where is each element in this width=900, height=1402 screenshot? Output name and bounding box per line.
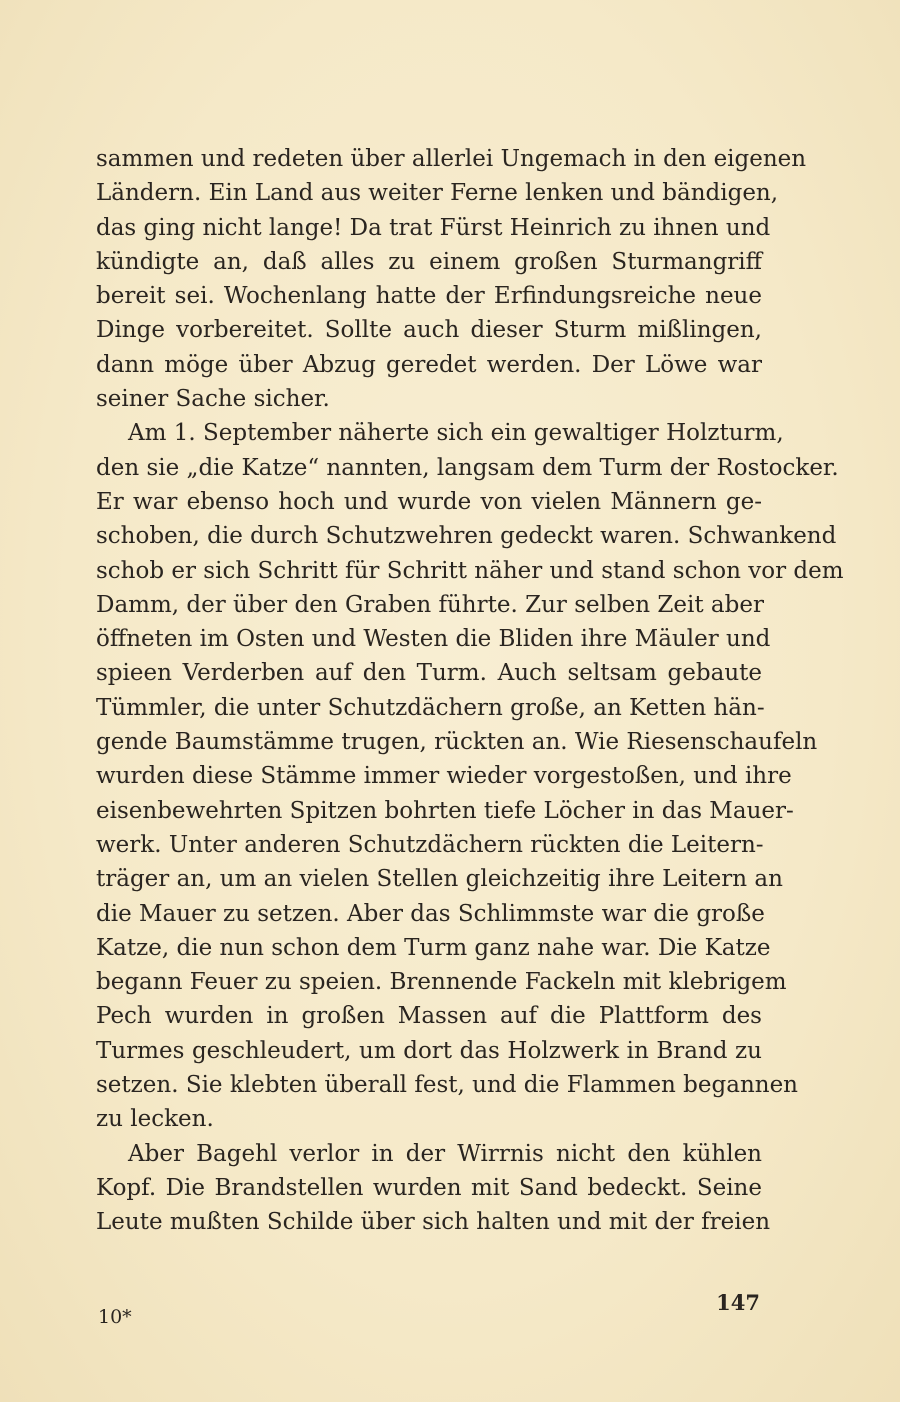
text-line: das ging nicht lange! Da trat Fürst Heinrich zu ihnen und [96,214,771,241]
text-line: Leute mußten Schilde über sich halten und mit der freien [96,1209,771,1236]
text-line: die Mauer zu setzen. Aber das Schlimmste war die große [96,900,765,927]
text-line: zu lecken. [96,1106,214,1133]
text-line: bereit sei. Wochenlang hatte der Erfindungsreiche neue [96,283,762,310]
text-line: spieen Verderben auf den Turm. Auch seltsam gebaute [96,660,762,687]
page-number: 147 [716,1290,760,1315]
text-line: Ländern. Ein Land aus weiter Ferne lenken und bändigen, [96,180,779,207]
text-line: dann möge über Abzug geredet werden. Der Löwe war [96,351,762,378]
text-line: schob er sich Schritt für Schritt näher und stand schon vor dem [96,557,844,584]
text-line: Damm, der über den Graben führte. Zur selben Zeit aber [96,591,764,618]
text-line: Turmes geschleudert, um dort das Holzwerk in Brand zu [96,1037,762,1064]
text-line: wurden diese Stämme immer wieder vorgestoßen, und ihre [96,763,792,790]
text-line: sammen und redeten über allerlei Ungemach in den eigenen [96,146,807,172]
text-line: begann Feuer zu speien. Brennende Fackeln mit klebrigem [96,969,787,996]
text-line: Katze, die nun schon dem Turm ganz nahe war. Die Katze [96,934,771,961]
text-line: öffneten im Osten und Westen die Bliden ihre Mäuler und [96,626,771,653]
text-line: schoben, die durch Schutzwehren gedeckt waren. Schwankend [96,523,837,550]
text-line: setzen. Sie klebten überall fest, und die Flammen begannen [96,1072,798,1099]
text-line: Tümmler, die unter Schutzdächern große, an Ketten hän- [96,694,765,721]
text-line: Kopf. Die Brandstellen wurden mit Sand bedeckt. Seine [96,1174,762,1201]
text-line: gende Baumstämme trugen, rückten an. Wie Riesenschaufeln [96,729,818,756]
text-line: den sie „die Katze“ nannten, langsam dem Turm der Rostocker. [96,454,839,481]
text-line: Er war ebenso hoch und wurde von vielen Männern ge- [96,488,762,515]
text-line: träger an, um an vielen Stellen gleichzeitig ihre Leitern an [96,866,783,893]
text-line: Pech wurden in großen Massen auf die Plattform des [96,1003,762,1030]
text-line: werk. Unter anderen Schutzdächern rückten die Leitern- [96,831,764,858]
text-line: seiner Sache sicher. [96,386,330,413]
text-line: kündigte an, daß alles zu einem großen Sturmangriff [96,248,762,275]
text-line: Aber Bagehl verlor in der Wirrnis nicht den kühlen [128,1140,762,1167]
body-text [96,142,844,1240]
text-line: Dinge vorbereitet. Sollte auch dieser Sturm mißlingen, [96,317,762,344]
signature-mark: 10* [98,1306,132,1328]
text-line: Am 1. September näherte sich ein gewaltiger Holzturm, [128,420,784,447]
text-line: eisenbewehrten Spitzen bohrten tiefe Löcher in das Mauer- [96,797,794,824]
